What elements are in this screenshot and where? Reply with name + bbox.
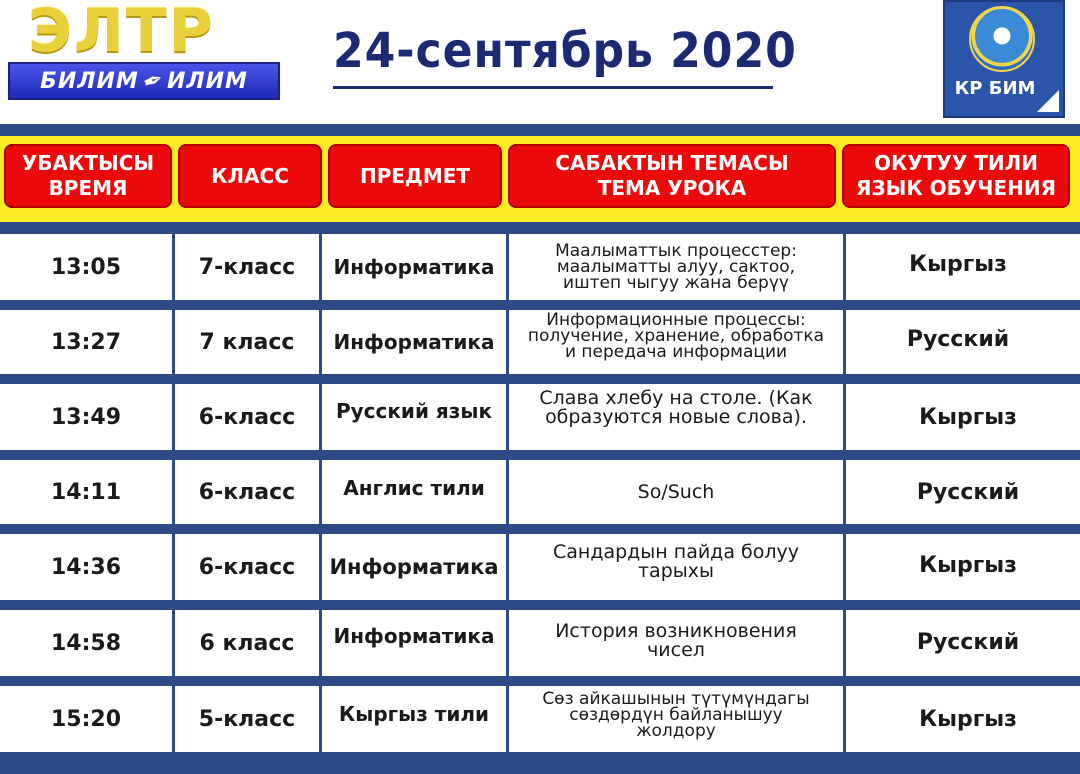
topic-cell [509,684,843,746]
column-header-time-line1: УБАКТЫСЫ [21,151,155,175]
column-header-topic [508,144,836,208]
language-cell: Русский [906,326,1010,352]
column-header-subject-label: ПРЕДМЕТ [359,163,471,188]
language-cell: Кыргыз [919,552,1017,578]
table-bottom-border [0,752,1080,774]
time-cell: 14:11 [50,479,122,505]
logo-wordmark: ЭЛТР [28,2,215,62]
topic-line: маалыматты алуу, сактоо, [556,257,796,277]
subject-cell: Информатика [333,624,495,648]
topic-line: и передача информации [564,342,788,362]
topic-cell [509,530,843,594]
column-header-class-label: КЛАСС [211,163,289,188]
elitr-logo [8,2,280,102]
topic-line: Маалыматтык процесстер: [555,241,797,261]
time-cell: 15:20 [50,706,122,732]
subject-cell: Русский язык [335,399,493,423]
column-header-subject [328,144,502,208]
topic-line: сөздөрдүн байланышуу [569,705,783,725]
topic-line: So/Such [637,480,715,503]
time-cell: 14:58 [50,630,122,656]
ministry-label: КР БИМ [954,78,1036,99]
time-cell: 13:49 [50,404,122,430]
feather-pen-icon: ✒ [138,64,168,98]
class-cell: 7 класс [199,329,295,355]
language-cell: Кыргыз [909,251,1007,277]
class-cell: 6-класс [198,479,296,505]
column-header-topic-line1: САБАКТЫН ТЕМАСЫ [555,151,789,175]
page-title: 24-сентябрь 2020 [333,23,797,79]
topic-cell [509,460,843,524]
time-cell: 14:36 [50,554,122,580]
logo-word-right: ИЛИМ [166,68,248,94]
column-header-language-line1: ОКУТУУ ТИЛИ [874,151,1038,175]
topic-line: чисел [647,639,705,661]
topic-line: Слава хлебу на столе. (Как [539,387,813,409]
language-cell: Русский [916,629,1020,655]
logo-word-left: БИЛИМ [40,68,139,94]
topic-line: История возникновения [555,620,797,642]
topic-line: тарыхы [637,560,715,582]
topic-line: Сандардын пайда болуу [553,541,799,563]
subject-cell: Информатика [333,255,495,279]
column-header-time [4,144,172,208]
topic-cell [509,378,843,438]
topic-cell [509,306,843,366]
language-cell: Кыргыз [919,706,1017,732]
row-separator [0,450,1080,460]
column-header-language-line2: ЯЗЫК ОБУЧЕНИЯ [855,176,1056,200]
topic-line: Сөз айкашынын түтүмүндагы [542,689,810,709]
state-emblem-icon [969,6,1035,72]
column-header-language [842,144,1070,208]
header-band-top-border [0,124,1080,136]
time-cell: 13:27 [50,329,122,355]
column-header-topic-line2: ТЕМА УРОКА [597,176,747,200]
language-cell: Кыргыз [919,404,1017,430]
class-cell: 6 класс [199,630,295,656]
title-underline [333,86,773,89]
topic-cell [509,234,843,300]
topic-line: получение, хранение, обработка [527,326,825,346]
time-cell: 13:05 [50,254,122,280]
topic-line: жолдору [636,721,716,741]
class-cell: 6-класс [198,554,296,580]
language-cell: Русский [916,479,1020,505]
column-header-time-line2: ВРЕМЯ [48,176,128,200]
subject-cell: Англис тили [343,476,485,500]
subject-cell: Информатика [329,555,499,579]
class-cell: 6-класс [198,404,296,430]
logo-banner [8,62,280,100]
class-cell: 7-класс [198,254,296,280]
header-band-bottom-border [0,222,1080,234]
class-cell: 5-класс [198,706,296,732]
topic-line: иштеп чыгуу жана берүү [563,273,789,293]
subject-cell: Информатика [333,330,495,354]
row-separator [0,600,1080,610]
topic-line: образуются новые слова). [545,406,807,428]
topic-cell [509,610,843,672]
column-header-class [178,144,322,208]
topic-line: Информационные процессы: [546,310,806,330]
ministry-badge [943,0,1065,118]
subject-cell: Кыргыз тили [338,702,490,726]
